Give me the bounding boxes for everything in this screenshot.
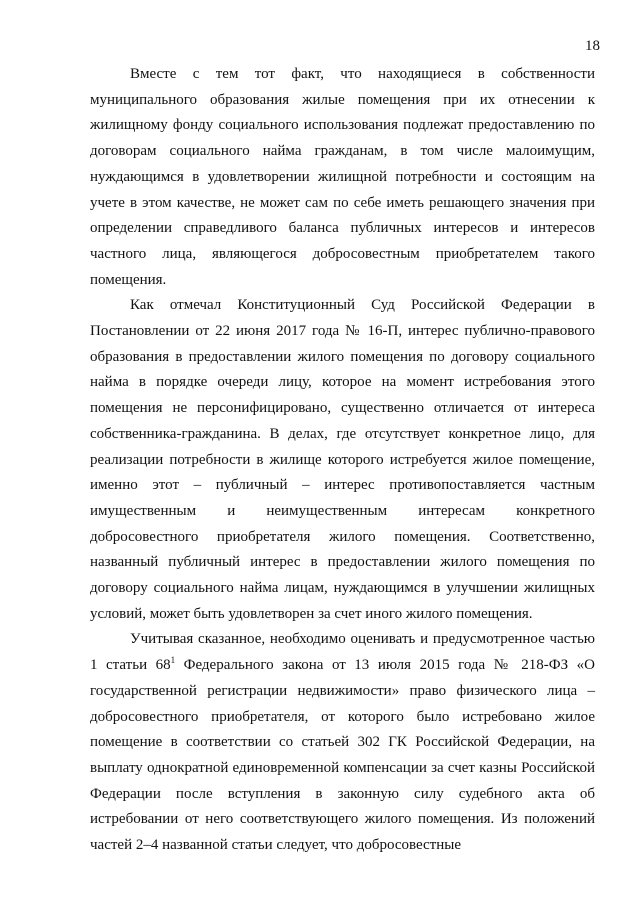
paragraph-3-text-after: Федерального закона от 13 июля 2015 года № 218-ФЗ «О государственной регистрации недвижимости» право физического лица – добросовестного приобретателя, от которого было истребовано жилое помещение в соответствии со статьей 302 ГК Российской Федерации, на выплату однократной единовременной компенсации за счет казны Российской Федерации после вступления в законную силу судебного акта об истребовании от него соответствующего жилого помещения. Из положений частей 2–4 названной статьи следует, что добросовестные: [90, 657, 595, 854]
paragraph-1: Вместе с тем тот факт, что находящиеся в собственности муниципального образования жилые помещения при их отнесении к жилищному фонду социального использования подлежат предоставлению по договорам социального найма гражданам, в том числе малоимущим, нуждающимся в удовлетворении жилищной потребности и состоящим на учете в этом качестве, не может сам по себе иметь решающего значения при определении справедливого баланса публичных интересов и интересов частного лица, являющегося добросовестным приобретателем такого помещения.: [90, 66, 595, 288]
paragraph-2: Как отмечал Конституционный Суд Российской Федерации в Постановлении от 22 июня 2017 года № 16-П, интерес публично-правового образования в предоставлении жилого помещения по договору социального найма в порядке очереди лицу, которое на момент истребования этого помещения не персонифицировано, существенно отличается от интереса собственника-гражданина. В делах, где отсутствует конкретное лицо, для реализации потребности в жилище которого истребуется жилое помещение, именно этот – публичный – интерес противопоставляется частным имущественным и неимущественным интересам конкретного добросовестного приобретателя жилого помещения. Соответственно, названный публичный интерес в предоставлении жилого помещения по договору социального найма лицам, нуждающимся в улучшении жилищных условий, может быть удовлетворен за счет иного жилого помещения.: [90, 297, 595, 622]
paragraph-3-text-before: Учитывая сказанное, необходимо оценивать и предусмотренное частью 1 статьи 68: [90, 631, 595, 674]
paragraph-3: [90, 627, 595, 858]
article-superscript: 1: [170, 655, 176, 666]
page-number: 18: [585, 38, 600, 54]
document-body: [90, 62, 595, 859]
